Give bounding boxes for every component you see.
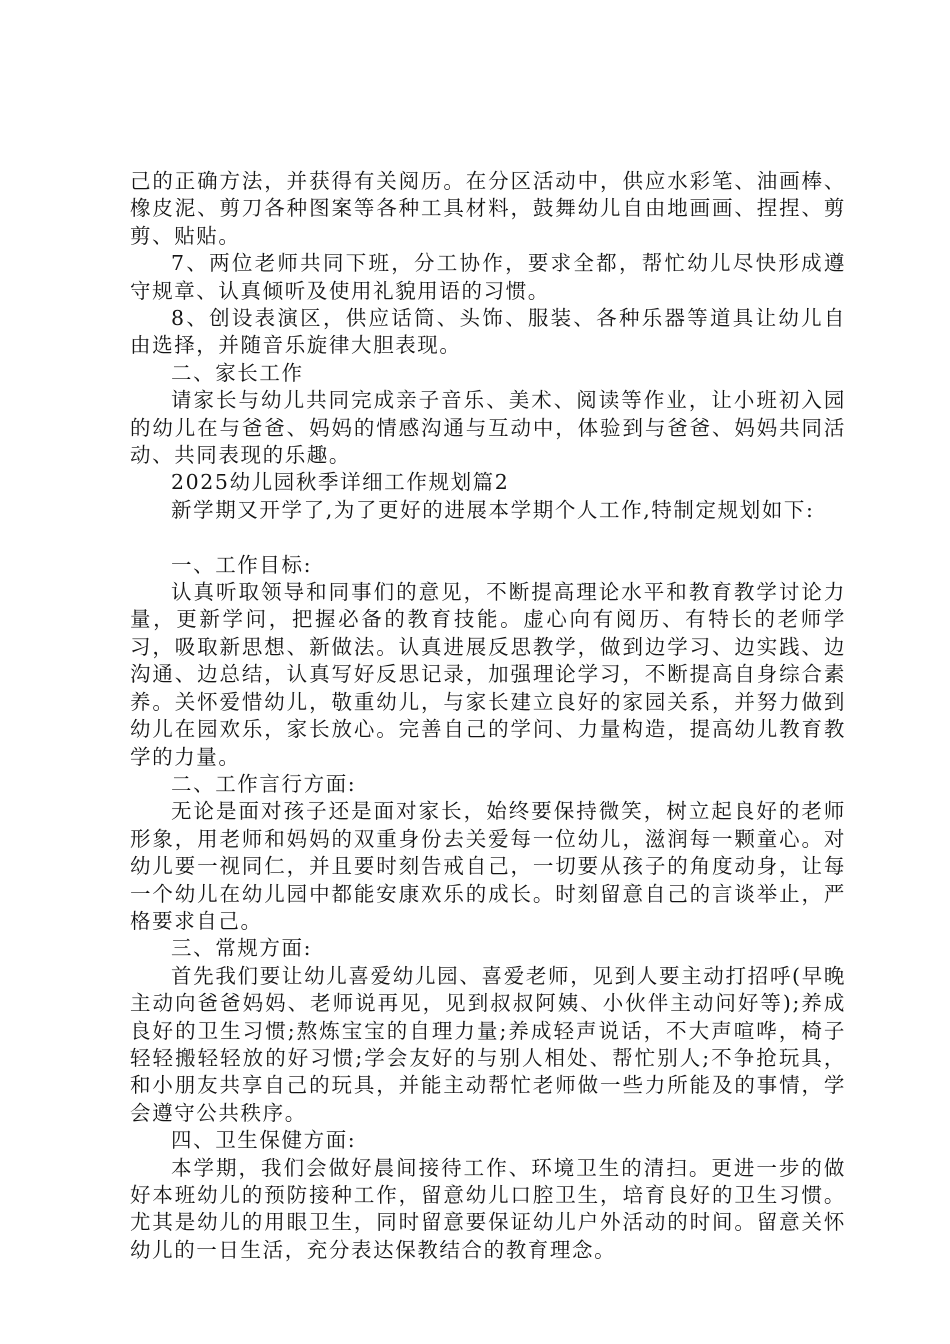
- paragraph-continuation: 己的正确方法，并获得有关阅历。在分区活动中，供应水彩笔、油画棒、橡皮泥、剪刀各种图案等各种工具材料，鼓舞幼儿自由地画画、捏捏、剪剪、贴贴。: [130, 169, 846, 248]
- blank-line: [130, 524, 846, 551]
- paragraph-intro: 新学期又开学了,为了更好的进展本学期个人工作,特制定规划如下:: [171, 497, 815, 522]
- paragraph-item-8: 8、创设表演区，供应话筒、头饰、服装、各种乐器等道具让幼儿自由选择，并随音乐旋律大胆表现。: [130, 306, 846, 358]
- paragraph-goals: 认真听取领导和同事们的意见，不断提高理论水平和教育教学讨论力量，更新学问，把握必备的教育技能。虚心向有阅历、有特长的老师学习，吸取新思想、新做法。认真进展反思教学，做到边学习、边实践、边沟通、边总结，认真写好反思记录，加强理论学习，不断提高自身综合素养。关怀爱惜幼儿，敬重幼儿，与家长建立良好的家园关系，并努力做到幼儿在园欢乐，家长放心。完善自己的学问、力量构造，提高幼儿教育教学的力量。: [130, 580, 846, 769]
- section-heading-conduct: 二、工作言行方面:: [171, 771, 357, 796]
- paragraph-routine: 首先我们要让幼儿喜爱幼儿园、喜爱老师，见到人要主动打招呼(早晚主动向爸爸妈妈、老师说再见，见到叔叔阿姨、小伙伴主动问好等);养成良好的卫生习惯;熬炼宝宝的自理力量;养成轻声说话，不大声喧哗，椅子轻轻搬轻轻放的好习惯;学会友好的与别人相处、帮忙别人;不争抢玩具，和小朋友共享自己的玩具，并能主动帮忙老师做一些力所能及的事情，学会遵守公共秩序。: [130, 963, 846, 1125]
- paragraph-health: 本学期，我们会做好晨间接待工作、环境卫生的清扫。更进一步的做好本班幼儿的预防接种工作，留意幼儿口腔卫生，培育良好的卫生习惯。尤其是幼儿的用眼卫生，同时留意要保证幼儿户外活动的时间。留意关怀幼儿的一日生活，充分表达保教结合的教育理念。: [130, 1155, 846, 1262]
- section-heading-goals: 一、工作目标:: [171, 552, 313, 577]
- section-heading-parents: 二、家长工作: [171, 360, 304, 385]
- paragraph-item-7: 7、两位老师共同下班，分工协作，要求全都，帮忙幼儿尽快形成遵守规章、认真倾听及使用礼貌用语的习惯。: [130, 251, 846, 303]
- document-body: [130, 168, 846, 1264]
- section-heading-health: 四、卫生保健方面:: [171, 1128, 357, 1153]
- paragraph-parents: 请家长与幼儿共同完成亲子音乐、美术、阅读等作业，让小班初入园的幼儿在与爸爸、妈妈的情感沟通与互动中，体验到与爸爸、妈妈共同活动、共同表现的乐趣。: [130, 388, 846, 468]
- paragraph-conduct: 无论是面对孩子还是面对家长，始终要保持微笑，树立起良好的老师形象，用老师和妈妈的双重身份去关爱每一位幼儿，滋润每一颗童心。对幼儿要一视同仁，并且要时刻告戒自己，一切要从孩子的角度动身，让每一个幼儿在幼儿园中都能安康欢乐的成长。时刻留意自己的言谈举止，严格要求自己。: [130, 799, 846, 933]
- article-title: 2025幼儿园秋季详细工作规划篇2: [171, 470, 510, 495]
- section-heading-routine: 三、常规方面:: [171, 936, 313, 961]
